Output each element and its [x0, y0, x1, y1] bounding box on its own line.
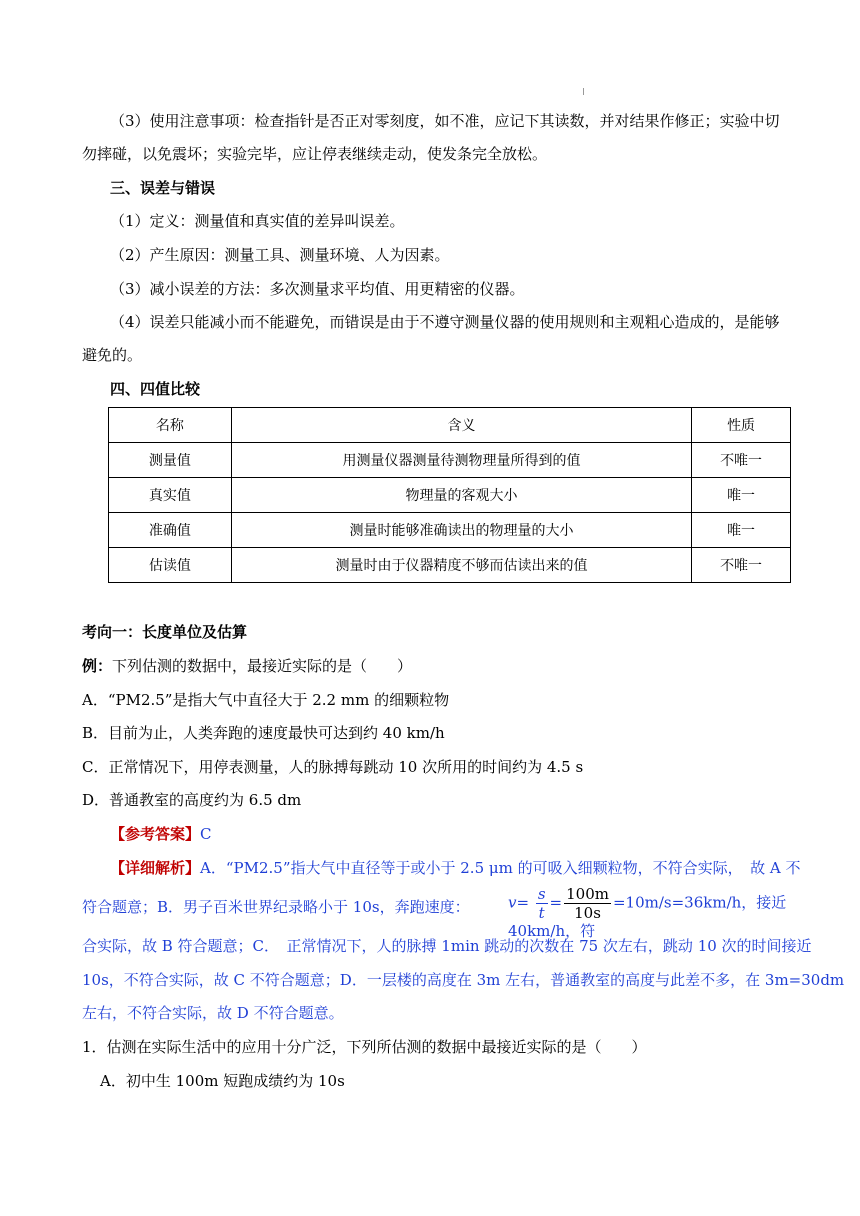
- section3-item3: （3）减小误差的方法：多次测量求平均值、用更精密的仪器。: [110, 280, 525, 298]
- header-tick-mark: [583, 88, 584, 95]
- answer-label: 【参考答案】: [110, 825, 201, 843]
- table-header-row: [109, 408, 791, 443]
- formula-rest: =10m/s=36km/h，接近 40km/h，符: [508, 893, 787, 940]
- table-cell: 估读值: [109, 548, 232, 583]
- table-header-cell: 性质: [692, 408, 791, 443]
- section3-item1: （1）定义：测量值和真实值的差异叫误差。: [110, 212, 405, 230]
- four-values-table: [108, 407, 791, 583]
- table-cell: 测量时能够准确读出的物理量的大小: [231, 513, 691, 548]
- table-cell: 测量值: [109, 443, 232, 478]
- section3-item2: （2）产生原因：测量工具、测量环境、人为因素。: [110, 246, 450, 264]
- table-cell: 唯一: [692, 478, 791, 513]
- table-header-cell: 含义: [231, 408, 691, 443]
- analysis-line3: 合实际，故 B 符合题意；C． 正常情况下，人的脉搏 1min 跳动的次数在 75 次左右，跳动 10 次的时间接近: [82, 937, 812, 955]
- speed-formula: [508, 885, 860, 940]
- answer-value: C: [200, 825, 212, 843]
- fraction-numerator-s: s: [537, 885, 546, 903]
- question1-option-a: A．初中生 100m 短跑成绩约为 10s: [100, 1072, 345, 1090]
- analysis-line4: 10s，不符合实际，故 C 不符合题意；D．一层楼的高度在 3m 左右，普通教室的高度与此差不多，在 3m=30dm: [82, 971, 845, 989]
- analysis-line5: 左右，不符合实际，故 D 不符合题意。: [82, 1004, 344, 1022]
- fraction-denominator-10s: 10s: [574, 904, 601, 922]
- question1-stem: 1．估测在实际生活中的应用十分广泛，下列所估测的数据中最接近实际的是（ ）: [82, 1038, 647, 1056]
- table-header-cell: 名称: [109, 408, 232, 443]
- analysis-text1: A．“PM2.5”指大气中直径等于或小于 2.5 μm 的可吸入细颗粒物，不符合实际， 故 A 不: [200, 859, 801, 877]
- table-cell: 唯一: [692, 513, 791, 548]
- option-b: B．目前为止，人类奔跑的速度最快可达到约 40 km/h: [82, 724, 445, 742]
- table-cell: 不唯一: [692, 443, 791, 478]
- analysis-label: 【详细解析】: [110, 859, 201, 877]
- table-cell: 不唯一: [692, 548, 791, 583]
- reference-answer: [110, 823, 212, 845]
- option-a: A．“PM2.5”是指大气中直径大于 2.2 mm 的细颗粒物: [82, 691, 450, 709]
- table-cell: 准确值: [109, 513, 232, 548]
- section3-item4-line2: 避免的。: [82, 346, 143, 364]
- topic-heading: 考向一：长度单位及估算: [82, 623, 248, 641]
- fraction-s-over-t: [536, 885, 548, 922]
- fraction-numerator-100m: 100m: [566, 885, 609, 903]
- example-label: 例：: [82, 657, 113, 675]
- example-question: [82, 655, 412, 677]
- table-cell: 物理量的客观大小: [231, 478, 691, 513]
- option-c: C．正常情况下，用停表测量，人的脉搏每跳动 10 次所用的时间约为 4.5 s: [82, 758, 584, 776]
- formula-lhs: v=: [508, 893, 530, 912]
- table-cell: 测量时由于仪器精度不够而估读出来的值: [231, 548, 691, 583]
- section4-heading: 四、四值比较: [110, 380, 201, 398]
- table-cell: 真实值: [109, 478, 232, 513]
- note3-line2: 勿摔碰，以免震坏；实验完毕，应让停表继续走动，使发条完全放松。: [82, 145, 548, 163]
- table-cell: 用测量仪器测量待测物理量所得到的值: [231, 443, 691, 478]
- analysis-line1: [110, 857, 801, 879]
- section3-item4-line1: （4）误差只能减小而不能避免，而错误是由于不遵守测量仪器的使用规则和主观粗心造成的，是能够: [110, 313, 780, 331]
- formula-equals: =: [549, 893, 563, 912]
- example-question-text: 下列估测的数据中，最接近实际的是（ ）: [112, 657, 413, 675]
- option-d: D．普通教室的高度约为 6.5 dm: [82, 791, 302, 809]
- note3-line1: （3）使用注意事项：检查指针是否正对零刻度，如不准，应记下其读数，并对结果作修正；实验中切: [110, 112, 780, 130]
- table-row: [109, 548, 791, 583]
- table-row: [109, 513, 791, 548]
- section3-heading: 三、误差与错误: [110, 179, 216, 197]
- table-row: [109, 478, 791, 513]
- table-row: [109, 443, 791, 478]
- fraction-denominator-t: t: [538, 904, 545, 922]
- analysis-line2: 符合题意；B．男子百米世界纪录略小于 10s，奔跑速度：: [82, 898, 470, 916]
- fraction-100m-over-10s: [564, 885, 611, 922]
